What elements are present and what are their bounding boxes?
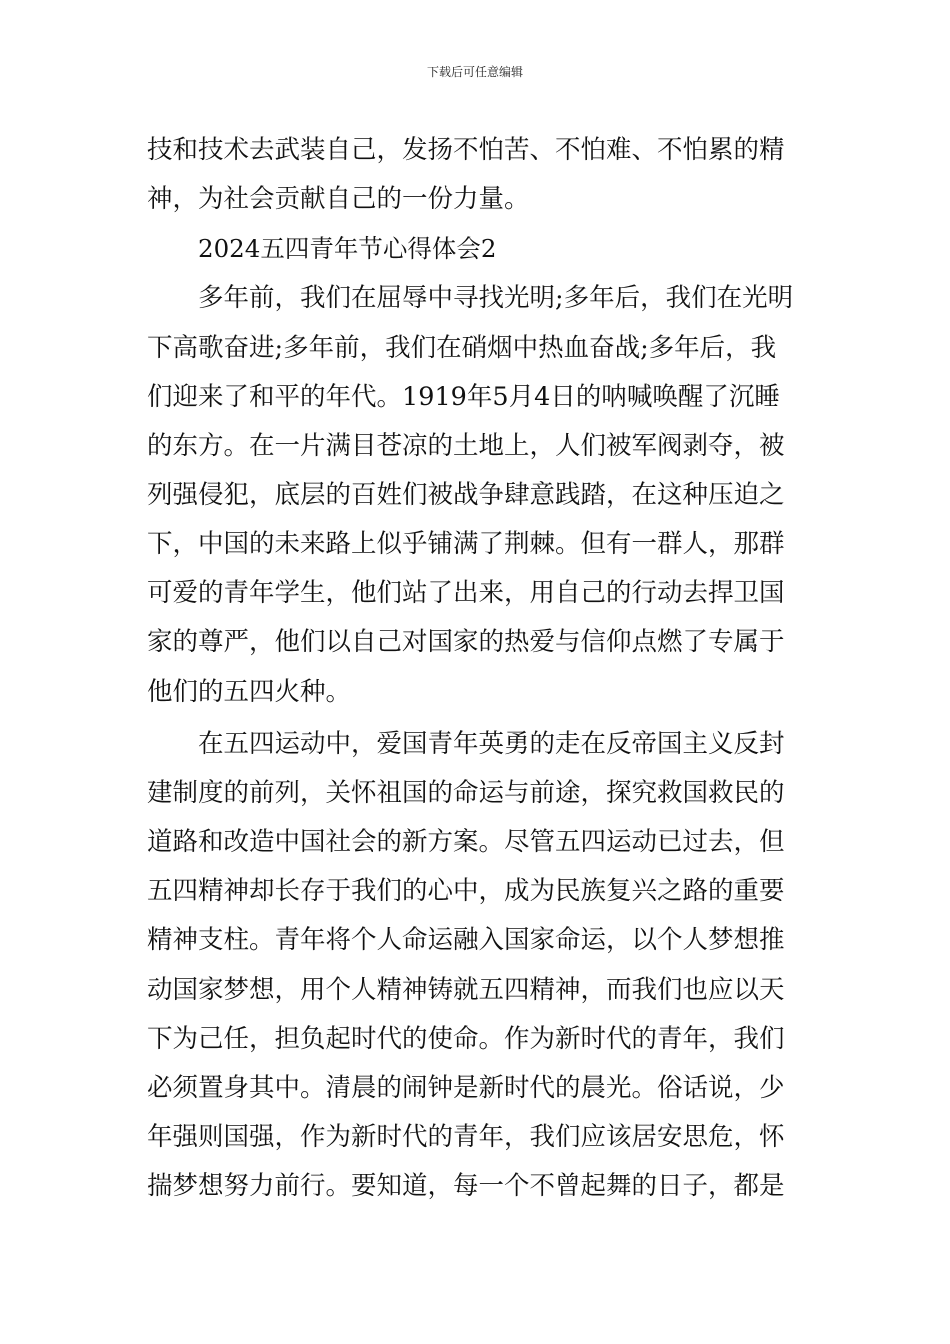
body-line: 家的尊严，他们以自己对国家的热爱与信仰点燃了专属于 [147, 627, 785, 657]
body-line: 下为己任，担负起时代的使命。作为新时代的青年，我们 [147, 1024, 785, 1054]
body-line: 揣梦想努力前行。要知道，每一个不曾起舞的日子，都是 [147, 1171, 785, 1201]
body-line: 道路和改造中国社会的新方案。尽管五四运动已过去，但 [147, 827, 785, 857]
section-title: 2024五四青年节心得体会2 [198, 234, 497, 263]
body-line: 们迎来了和平的年代。1919年5月4日的呐喊唤醒了沉睡 [147, 382, 780, 412]
body-line: 技和技术去武装自己，发扬不怕苦、不怕难、不怕累的精 [147, 135, 785, 165]
page-header: 下载后可任意编辑 [426, 65, 523, 79]
body-line: 的东方。在一片满目苍凉的土地上，人们被军阀剥夺，被 [147, 431, 785, 461]
body-line: 他们的五四火种。 [147, 677, 352, 707]
paragraph-first-line: 多年前，我们在屈辱中寻找光明;多年后，我们在光明 [198, 283, 794, 313]
body-line: 动国家梦想，用个人精神铸就五四精神，而我们也应以天 [147, 975, 785, 1005]
body-line: 可爱的青年学生，他们站了出来，用自己的行动去捍卫国 [147, 578, 785, 608]
body-line: 精神支柱。青年将个人命运融入国家命运，以个人梦想推 [147, 925, 785, 955]
body-line: 列强侵犯，底层的百姓们被战争肆意践踏，在这种压迫之 [147, 480, 785, 510]
body-line: 下高歌奋进;多年前，我们在硝烟中热血奋战;多年后，我 [147, 333, 777, 363]
body-line: 下，中国的未来路上似乎铺满了荆棘。但有一群人，那群 [147, 529, 785, 559]
body-line: 建制度的前列，关怀祖国的命运与前途，探究救国救民的 [147, 778, 785, 808]
body-line: 五四精神却长存于我们的心中，成为民族复兴之路的重要 [147, 876, 785, 906]
paragraph-first-line: 在五四运动中，爱国青年英勇的走在反帝国主义反封 [198, 729, 785, 759]
body-line: 必须置身其中。清晨的闹钟是新时代的晨光。俗话说，少 [147, 1073, 785, 1103]
body-line: 神，为社会贡献自己的一份力量。 [147, 184, 530, 214]
body-line: 年强则国强，作为新时代的青年，我们应该居安思危，怀 [147, 1122, 785, 1152]
